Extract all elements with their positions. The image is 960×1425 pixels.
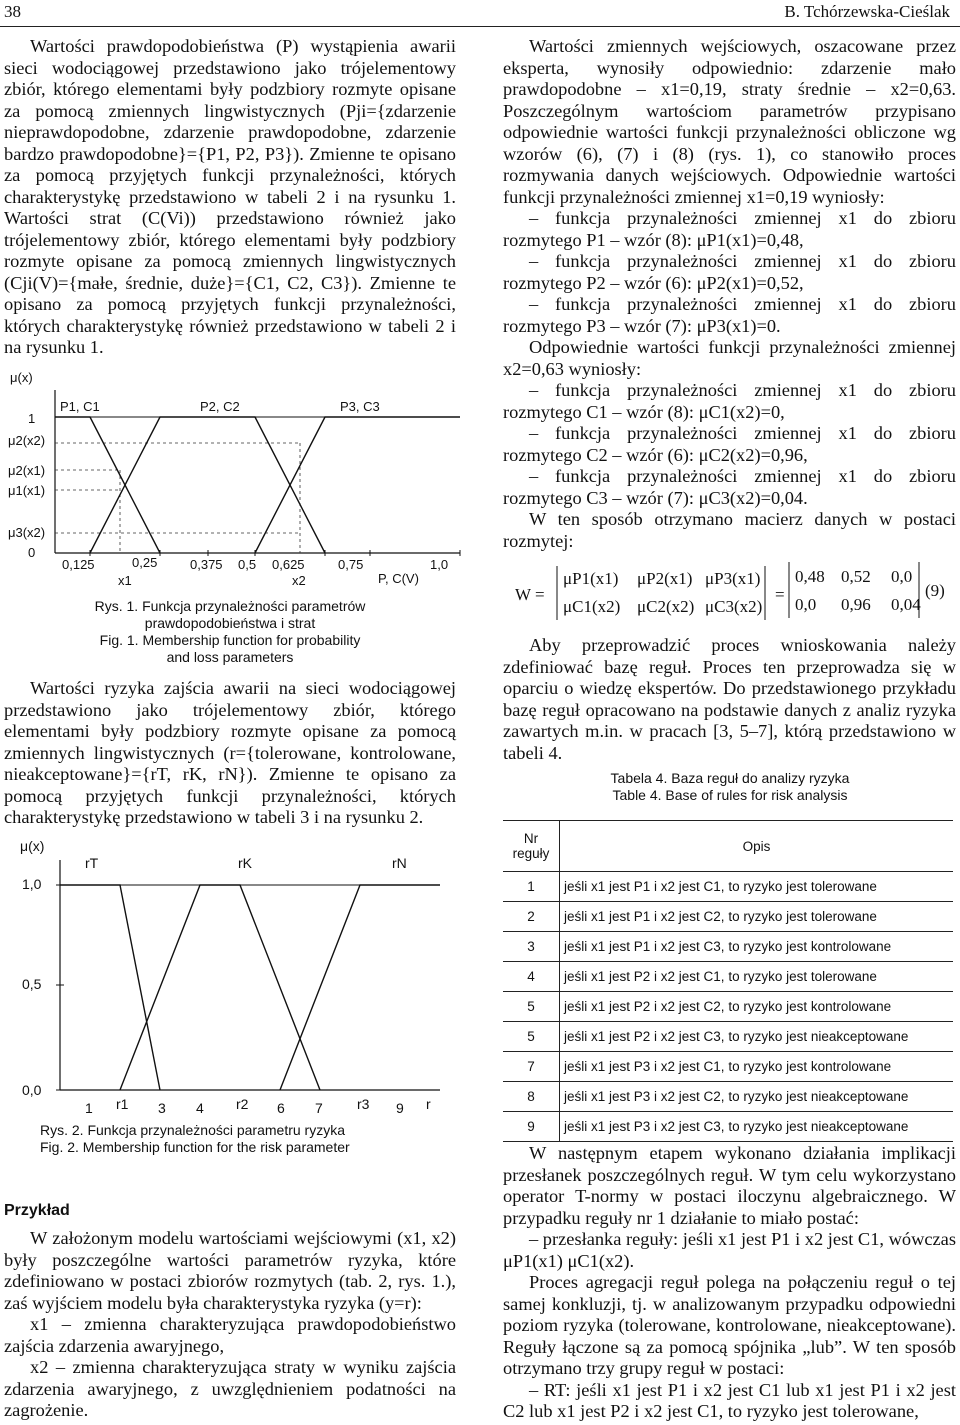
y-tick: 0,0 <box>22 1082 42 1098</box>
table-cell: jeśli x1 jest P2 i x2 jest C1, to ryzyko jest tolerowane <box>560 962 954 992</box>
caption-line: Fig. 2. Membership function for the risk parameter <box>40 1139 350 1155</box>
table-cell: jeśli x1 jest P3 i x2 jest C2, to ryzyko jest nieakceptowane <box>560 1082 954 1112</box>
matrix-cell: μC2(x2) <box>637 597 695 616</box>
page-number: 38 <box>4 2 21 21</box>
risk-membership-functions <box>60 885 440 1090</box>
matrix-value: 0,0 <box>891 567 913 586</box>
paragraph: Odpowiednie wartości funkcji przynależności zmiennej x2=0,63 wyniosły: <box>503 337 956 379</box>
table-row <box>503 932 953 962</box>
figure-1 <box>0 365 470 595</box>
table-row <box>503 1022 953 1052</box>
paragraph: x1 – zmienna charakteryzująca prawdopodobieństwo zajścia zdarzenia awaryjnego, <box>4 1314 456 1356</box>
matrix-cell: μP3(x1) <box>705 569 761 588</box>
matrix-value: 0,04 <box>891 595 921 614</box>
set-label: rT <box>85 855 99 871</box>
x-mark: x2 <box>292 573 306 588</box>
matrix-value: 0,96 <box>841 595 871 614</box>
matrix-value: 0,48 <box>795 567 825 586</box>
series-rn <box>280 885 440 1090</box>
table-cell: jeśli x1 jest P3 i x2 jest C1, to ryzyko jest kontrolowane <box>560 1052 954 1082</box>
set-label: P3, C3 <box>340 399 380 414</box>
series-p1 <box>55 417 160 553</box>
paragraph: x2 – zmienna charakteryzująca straty w wyniku zajścia zdarzenia awaryjnego, z uwzględnieniem podatności na zagrożenie. <box>4 1357 456 1420</box>
x-tick: 0,75 <box>338 557 364 572</box>
table-cell: jeśli x1 jest P2 i x2 jest C3, to ryzyko jest nieakceptowane <box>560 1022 954 1052</box>
set-label: rK <box>238 855 252 871</box>
y-label: 0 <box>28 545 36 560</box>
paragraph: Aby przeprowadzić proces wnioskowania należy zdefiniować bazę reguł. Proces ten przeprowadza się w oparciu o wiedzę ekspertów. Do przedstawionego przykładu bazę reguł opracowano na podstawie danych z analiz ryzyka zawartych m.in. w pracach [3, 5–7], którą przedstawiono w tabeli 4. <box>503 635 956 763</box>
table-title-line: Table 4. Base of rules for risk analysis <box>612 787 848 803</box>
x-title: P, C(V) <box>378 571 419 586</box>
x-tick: 0,375 <box>190 557 223 572</box>
x-tick: 6 <box>277 1100 285 1116</box>
list-item: – RT: jeśli x1 jest P1 i x2 jest C1 lub x1 jest P1 i x2 jest C2 lub x1 jest P2 i x2 jest C1, to ryzyko jest tolerowane, <box>503 1379 956 1421</box>
set-label: P2, C2 <box>200 399 240 414</box>
equation-number: (9) <box>925 581 945 600</box>
matrix-label: W = <box>515 585 545 604</box>
x-tick: 1 <box>85 1100 93 1116</box>
table-row <box>503 1052 953 1082</box>
column-header: Opis <box>560 821 954 872</box>
paragraph: W założonym modelu wartościami wejściowymi (x1, x2) były poszczególne wartości parametrów ryzyka, które zdefiniowano w postaci zbiorów rozmytych (tab. 2, rys. 1.), zaś wyjściem modelu była charakterystyka ryzyka (y=r): <box>4 1228 456 1313</box>
table-cell: jeśli x1 jest P2 i x2 jest C2, to ryzyko jest kontrolowane <box>560 992 954 1022</box>
table-cell: 4 <box>503 962 560 992</box>
list-item: – przesłanka reguły: jeśli x1 jest P1 i x2 jest C1, wówczas μP1(x1) μC1(x2). <box>503 1229 956 1271</box>
x-tick: 3 <box>158 1100 166 1116</box>
left-column-intro <box>4 36 456 359</box>
y-tick: 1,0 <box>22 876 42 892</box>
running-author: B. Tchórzewska-Cieślak <box>784 2 950 21</box>
figure-1-caption <box>40 598 420 666</box>
x-tick: 0,25 <box>132 555 158 570</box>
table-row <box>503 1082 953 1112</box>
paragraph: Wartości ryzyka zajścia awarii na sieci wodociągowej przedstawiono jako trójelementowy zbiór, którego elementami były podzbiory rozmyte opisane za pomocą zmiennych lingwistycznych (r={tolerowane, kontrolowane, nieakceptowane}={rT, rK, rN}). Zmienne te opisano za pomocą przyjętych funkcji przynależności, których charakterystykę przedstawiono w tabeli 3 i na rysunku 2. <box>4 678 456 827</box>
y-label: μ2(x2) <box>8 433 46 448</box>
series-rk <box>120 885 320 1090</box>
page-header <box>0 0 960 27</box>
paragraph: W ten sposób otrzymano macierz danych w postaci rozmytej: <box>503 509 956 551</box>
paragraph: W następnym etapem wykonano działania implikacji przesłanek poszczególnych reguł. W tym celu wykorzystano operator T-normy w postaci iloczynu algebraicznego. W przypadku reguły nr 1 działanie to miało postać: <box>503 1143 956 1228</box>
paragraph: Wartości zmiennych wejściowych, oszacowane przez eksperta, wynosiły odpowiednio: zdarzenie mało prawdopodobne – x1=0,19, straty średnie – x2=0,63. Poszczególnym wartościom parametrów przypisano odpowiednie wartości funkcji przynależności obliczone wg wzorów (6), (7) i (8) (rys. 1), co stanowiło proces rozmywania danych wejściowych. Odpowiednie wartości funkcji przynależności zmiennej x1=0,19 wyniosły: <box>503 36 956 207</box>
right-column-top <box>503 36 956 552</box>
table-cell: 5 <box>503 992 560 1022</box>
x-tick: 1,0 <box>430 557 449 572</box>
matrix-cell: μC3(x2) <box>705 597 763 616</box>
x-tick: 0,625 <box>272 557 305 572</box>
list-item: – funkcja przynależności zmiennej x1 do zbioru rozmytego C3 – wzór (7): μC3(x2)=0,04. <box>503 466 956 508</box>
table-row <box>503 872 953 902</box>
matrix-value: 0,0 <box>795 595 817 614</box>
matrix-cell: μP1(x1) <box>563 569 619 588</box>
table-cell: 5 <box>503 1022 560 1052</box>
x-tick: 4 <box>196 1100 204 1116</box>
caption-line: prawdopodobieństwa i strat <box>144 615 316 631</box>
table-cell: 3 <box>503 932 560 962</box>
y-title: μ(x) <box>20 838 45 854</box>
y-label: 1 <box>28 411 36 426</box>
caption-line: Rys. 1. Funkcja przynależności parametrów <box>94 598 366 614</box>
table-cell: jeśli x1 jest P3 i x2 jest C3, to ryzyko jest nieakceptowane <box>560 1112 954 1142</box>
caption-line: and loss parameters <box>166 649 294 665</box>
right-column-middle <box>503 635 956 764</box>
column-header: Nr reguły <box>503 821 560 872</box>
membership-chart-2 <box>0 835 470 1120</box>
caption-line: Rys. 2. Funkcja przynależności parametru ryzyka <box>40 1122 345 1138</box>
set-label: P1, C1 <box>60 399 100 414</box>
list-item: – funkcja przynależności zmiennej x1 do zbioru rozmytego P1 – wzór (8): μP1(x1)=0,48, <box>503 208 956 250</box>
series-p3 <box>255 417 460 553</box>
table-cell: 1 <box>503 872 560 902</box>
matrix-cell: μP2(x1) <box>637 569 693 588</box>
left-column-middle <box>4 678 456 829</box>
x-mark: x1 <box>118 573 132 588</box>
table-4-title <box>560 770 900 804</box>
left-column-bottom <box>4 1228 456 1422</box>
membership-chart-1 <box>0 365 470 595</box>
y-label: μ3(x2) <box>8 525 46 540</box>
list-item: – funkcja przynależności zmiennej x1 do zbioru rozmytego P3 – wzór (7): μP3(x1)=0. <box>503 294 956 336</box>
y-label: μ1(x1) <box>8 483 46 498</box>
list-item: – funkcja przynależności zmiennej x1 do zbioru rozmytego P2 – wzór (6): μP2(x1)=0,52, <box>503 251 956 293</box>
matrix-cell: μC1(x2) <box>563 597 621 616</box>
membership-functions <box>55 417 460 553</box>
x-tick: 0,125 <box>62 557 95 572</box>
table-row <box>503 902 953 932</box>
y-title: μ(x) <box>10 370 33 385</box>
equals-sign: = <box>775 585 785 604</box>
table-header-row <box>503 821 953 872</box>
table-row <box>503 1112 953 1142</box>
figure-2 <box>0 835 470 1120</box>
series-rt <box>60 885 160 1090</box>
y-tick: 0,5 <box>22 976 42 992</box>
rules-table <box>503 820 953 1142</box>
right-column-bottom <box>503 1143 956 1423</box>
table-cell: 7 <box>503 1052 560 1082</box>
x-tick: r2 <box>236 1096 249 1112</box>
y-label: μ2(x1) <box>8 463 46 478</box>
table-cell: 9 <box>503 1112 560 1142</box>
table-cell: jeśli x1 jest P1 i x2 jest C1, to ryzyko jest tolerowane <box>560 872 954 902</box>
paragraph: Wartości prawdopodobieństwa (P) wystąpienia awarii sieci wodociągowej przedstawiono jako trójelementowy zbiór, którego elementami były podzbiory rozmyte opisane za pomocą zmiennych lingwistycznych (Pji={zdarzenie nieprawdopodobne, zdarzenie prawdopodobne, zdarzenie bardzo prawdopodobne}={P1, P2, P3}). Zmienne te opisano za pomocą przyjętych funkcji przynależności, których charakterystykę przedstawiono w tabeli 2 i na rysunku 1. Wartości strat (C(Vi)) przedstawiono również jako trójelementowy zbiór, którego elementami były podzbiory rozmyte opisane za pomocą zmiennych lingwistycznych (Cji(V)={małe, średnie, duże}={C1, C2, C3}). Zmienne te opisano za pomocą przyjętych funkcji przynależności, których charakterystykę również przedstawiono w tabeli 2 i na rysunku 1. <box>4 36 456 357</box>
matrix-equation <box>505 558 955 628</box>
x-title: r <box>426 1096 431 1112</box>
set-label: rN <box>392 855 407 871</box>
x-tick: r3 <box>357 1096 370 1112</box>
table-title-line: Tabela 4. Baza reguł do analizy ryzyka <box>610 770 850 786</box>
x-tick: 9 <box>396 1100 404 1116</box>
matrix-value: 0,52 <box>841 567 871 586</box>
x-tick: 7 <box>315 1100 323 1116</box>
figure-2-caption <box>40 1122 440 1156</box>
caption-line: Fig. 1. Membership function for probability <box>99 632 361 648</box>
matrix-svg <box>505 558 955 628</box>
list-item: – funkcja przynależności zmiennej x1 do zbioru rozmytego C2 – wzór (6): μC2(x2)=0,96, <box>503 423 956 465</box>
paragraph: Proces agregacji reguł polega na połączeniu reguł o tej samej konkluzji, tj. w analizowanym przypadku odpowiedni poziom ryzyka (tolerowane, kontrolowane, nieakceptowane). Reguły łączone są za pomocą spójnika „lub”. W ten sposób otrzymano trzy grupy reguł w postaci: <box>503 1272 956 1378</box>
table-row <box>503 962 953 992</box>
table-cell: 8 <box>503 1082 560 1112</box>
x-tick: 0,5 <box>238 557 257 572</box>
x-tick: r1 <box>116 1096 129 1112</box>
table-row <box>503 992 953 1022</box>
list-item: – funkcja przynależności zmiennej x1 do zbioru rozmytego C1 – wzór (8): μC1(x2)=0, <box>503 380 956 422</box>
table-cell: jeśli x1 jest P1 i x2 jest C2, to ryzyko jest tolerowane <box>560 902 954 932</box>
table-cell: jeśli x1 jest P1 i x2 jest C3, to ryzyko jest kontrolowane <box>560 932 954 962</box>
table-cell: 2 <box>503 902 560 932</box>
section-heading: Przykład <box>4 1202 70 1219</box>
